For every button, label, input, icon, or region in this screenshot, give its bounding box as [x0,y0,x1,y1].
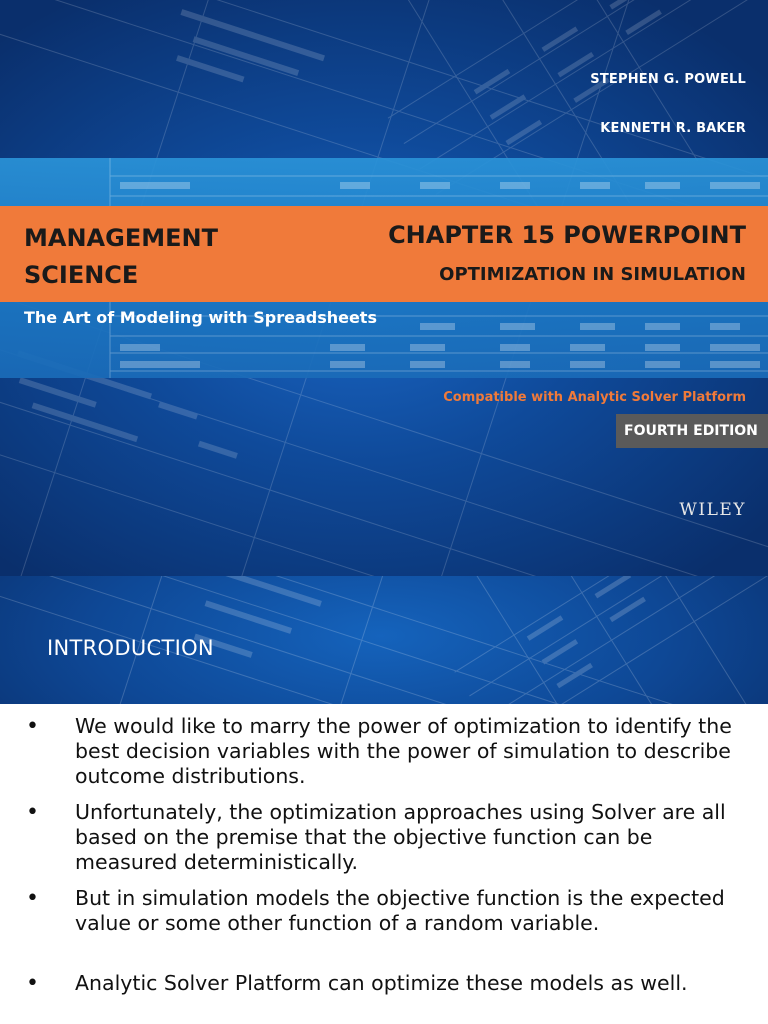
bullet-text: But in simulation models the objective function is the expected value or some other function of a random variable. [75,886,725,935]
bullet-text: Unfortunately, the optimization approaches using Solver are all based on the premise that the objective function can be measured deterministically. [75,800,726,874]
book-title [24,220,218,294]
bullet-text: Analytic Solver Platform can optimize these models as well. [75,971,688,995]
publisher-logo: WILEY [679,500,746,520]
bullet-icon: • [26,714,39,739]
author-name: STEPHEN G. POWELL [590,72,746,87]
bullet-icon: • [26,886,39,911]
bullet-icon: • [26,800,39,825]
book-subtitle: The Art of Modeling with Spreadsheets [24,308,377,327]
chapter-subtitle: OPTIMIZATION IN SIMULATION [439,264,746,285]
edition-label: FOURTH EDITION [624,423,758,439]
edition-badge [616,414,768,448]
book-title-line: MANAGEMENT [24,224,218,252]
compatibility-note: Compatible with Analytic Solver Platform [443,390,746,405]
book-title-line: SCIENCE [24,261,139,289]
intro-slide-header [0,576,768,704]
bullet-list [0,704,768,1024]
author-name: KENNETH R. BAKER [600,121,746,136]
slide-title: INTRODUCTION [47,636,214,660]
chapter-title: CHAPTER 15 POWERPOINT [388,221,746,249]
bullet-icon: • [26,971,39,996]
bullet-text: We would like to marry the power of optimization to identify the best decision variables with the power of simulation to describe outcome distributions. [75,714,732,788]
